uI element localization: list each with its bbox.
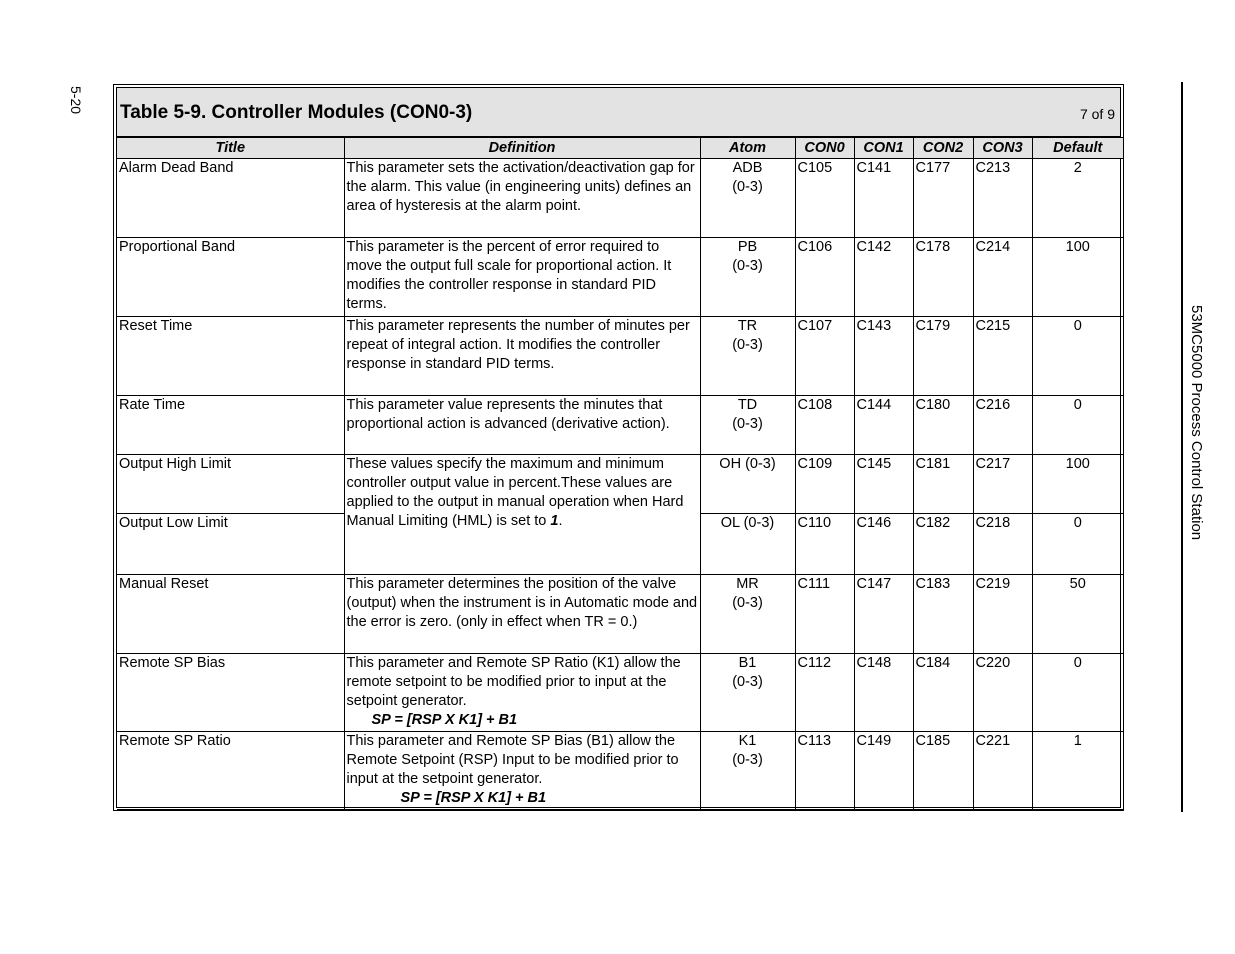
atom-range: (0-3) xyxy=(732,258,763,274)
row-definition: These values specify the maximum and minimum controller output value in percent.These values are applied to the output in manual operation when Hard Manual Limiting (HML) is set to 1. xyxy=(344,455,700,575)
row-con1: C143 xyxy=(854,317,913,396)
row-default: 100 xyxy=(1032,455,1123,514)
row-default: 2 xyxy=(1032,159,1123,238)
row-con0: C106 xyxy=(795,238,854,317)
row-title: Proportional Band xyxy=(117,238,344,317)
row-default: 0 xyxy=(1032,654,1123,732)
atom-range: (0-3) xyxy=(732,179,763,195)
header-title: Title xyxy=(117,138,344,159)
atom-range: (0-3) xyxy=(732,595,763,611)
side-rule xyxy=(1181,82,1183,812)
row-con2: C184 xyxy=(913,654,973,732)
row-con3: C218 xyxy=(973,514,1032,575)
row-default: 50 xyxy=(1032,575,1123,654)
controller-modules-table xyxy=(117,137,1123,810)
row-default: 1 xyxy=(1032,732,1123,810)
table-frame xyxy=(113,84,1124,811)
atom-name: TR xyxy=(737,318,758,334)
row-atom xyxy=(700,159,795,238)
table-title: Table 5-9. Controller Modules (CON0-3) xyxy=(120,102,473,123)
row-con2: C181 xyxy=(913,455,973,514)
row-con2: C182 xyxy=(913,514,973,575)
atom-name: K1 xyxy=(738,733,757,749)
row-atom xyxy=(700,654,795,732)
row-atom: OL (0-3) xyxy=(700,514,795,575)
row-atom xyxy=(700,732,795,810)
row-con2: C183 xyxy=(913,575,973,654)
row-con3: C221 xyxy=(973,732,1032,810)
table-title-bar xyxy=(117,88,1120,137)
atom-range: (0-3) xyxy=(732,674,763,690)
row-con0: C113 xyxy=(795,732,854,810)
row-con0: C105 xyxy=(795,159,854,238)
table-inner xyxy=(116,87,1121,808)
table-row xyxy=(117,654,1123,732)
row-con3: C219 xyxy=(973,575,1032,654)
row-con3: C215 xyxy=(973,317,1032,396)
row-title: Output Low Limit xyxy=(117,514,344,575)
table-row xyxy=(117,575,1123,654)
table-row xyxy=(117,732,1123,810)
row-default: 100 xyxy=(1032,238,1123,317)
page-number: 5-20 xyxy=(68,86,84,115)
row-con3: C213 xyxy=(973,159,1032,238)
row-con0: C110 xyxy=(795,514,854,575)
side-title: 53MC5000 Process Control Station xyxy=(1188,305,1205,541)
atom-name: TD xyxy=(737,397,758,413)
atom-name: PB xyxy=(737,239,758,255)
row-default: 0 xyxy=(1032,317,1123,396)
row-con1: C142 xyxy=(854,238,913,317)
row-definition: This parameter represents the number of minutes per repeat of integral action. It modifies the controller response in standard PID terms. xyxy=(344,317,700,396)
header-con0: CON0 xyxy=(795,138,854,159)
row-atom: OH (0-3) xyxy=(700,455,795,514)
row-con1: C145 xyxy=(854,455,913,514)
page-of: 7 of 9 xyxy=(1079,106,1115,122)
row-con1: C149 xyxy=(854,732,913,810)
row-con2: C179 xyxy=(913,317,973,396)
row-con1: C147 xyxy=(854,575,913,654)
row-title: Reset Time xyxy=(117,317,344,396)
row-atom xyxy=(700,317,795,396)
formula: SP = [RSP X K1] + B1 xyxy=(371,712,518,728)
row-con1: C144 xyxy=(854,396,913,455)
row-con0: C111 xyxy=(795,575,854,654)
table-row xyxy=(117,317,1123,396)
row-con2: C178 xyxy=(913,238,973,317)
atom-range: (0-3) xyxy=(732,337,763,353)
row-definition: This parameter determines the position of the valve (output) when the instrument is in Automatic mode and the error is zero. (only in effect when TR = 0.) xyxy=(344,575,700,654)
atom-name: ADB xyxy=(732,160,763,176)
row-definition: This parameter value represents the minutes that proportional action is advanced (derivative action). xyxy=(344,396,700,455)
row-con1: C148 xyxy=(854,654,913,732)
formula: SP = [RSP X K1] + B1 xyxy=(400,790,547,806)
table-row xyxy=(117,159,1123,238)
row-title: Output High Limit xyxy=(117,455,344,514)
header-con2: CON2 xyxy=(913,138,973,159)
table-row xyxy=(117,238,1123,317)
row-con3: C217 xyxy=(973,455,1032,514)
row-title: Remote SP Bias xyxy=(117,654,344,732)
header-con3: CON3 xyxy=(973,138,1032,159)
row-default: 0 xyxy=(1032,514,1123,575)
row-con0: C109 xyxy=(795,455,854,514)
atom-name: B1 xyxy=(738,655,757,671)
header-row xyxy=(117,138,1123,159)
row-con2: C185 xyxy=(913,732,973,810)
header-con1: CON1 xyxy=(854,138,913,159)
row-con3: C216 xyxy=(973,396,1032,455)
row-title: Alarm Dead Band xyxy=(117,159,344,238)
row-con0: C112 xyxy=(795,654,854,732)
row-definition: This parameter is the percent of error required to move the output full scale for proportional action. It modifies the controller response in standard PID terms. xyxy=(344,238,700,317)
row-definition: This parameter sets the activation/deactivation gap for the alarm. This value (in engineering units) defines an area of hysteresis at the alarm point. xyxy=(344,159,700,238)
row-con2: C177 xyxy=(913,159,973,238)
row-con1: C141 xyxy=(854,159,913,238)
table-row xyxy=(117,455,1123,514)
row-con1: C146 xyxy=(854,514,913,575)
row-con3: C214 xyxy=(973,238,1032,317)
row-atom xyxy=(700,575,795,654)
row-definition: This parameter and Remote SP Bias (B1) allow the Remote Setpoint (RSP) Input to be modified prior to input at the setpoint generator. SP = [RSP X K1] + B1 xyxy=(344,732,700,810)
row-con0: C107 xyxy=(795,317,854,396)
row-title: Remote SP Ratio xyxy=(117,732,344,810)
row-title: Rate Time xyxy=(117,396,344,455)
atom-name: MR xyxy=(736,576,759,592)
atom-range: (0-3) xyxy=(732,416,763,432)
header-definition: Definition xyxy=(344,138,700,159)
header-atom: Atom xyxy=(700,138,795,159)
atom-range: (0-3) xyxy=(732,752,763,768)
row-title: Manual Reset xyxy=(117,575,344,654)
header-default: Default xyxy=(1032,138,1123,159)
row-default: 0 xyxy=(1032,396,1123,455)
row-atom xyxy=(700,396,795,455)
row-con3: C220 xyxy=(973,654,1032,732)
table-row xyxy=(117,396,1123,455)
row-con2: C180 xyxy=(913,396,973,455)
row-atom xyxy=(700,238,795,317)
row-definition: This parameter and Remote SP Ratio (K1) allow the remote setpoint to be modified prior to input at the setpoint generator. SP = [RSP X K1] + B1 xyxy=(344,654,700,732)
row-con0: C108 xyxy=(795,396,854,455)
